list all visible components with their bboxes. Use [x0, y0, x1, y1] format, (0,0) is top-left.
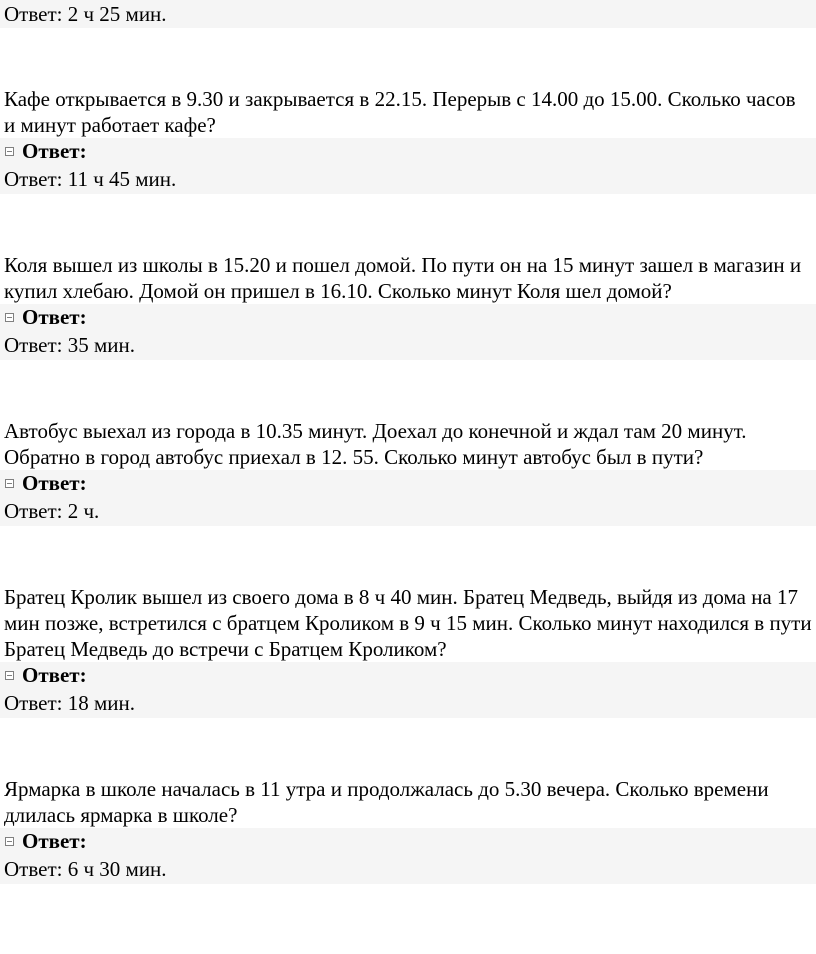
collapse-icon[interactable]	[5, 671, 14, 680]
problem-2-answer-toggle[interactable]	[0, 304, 816, 330]
problem-5-answer: Ответ: 6 ч 30 мин.	[0, 854, 816, 884]
collapse-icon[interactable]	[5, 147, 14, 156]
spacer	[0, 28, 816, 86]
problem-1-answer-toggle[interactable]	[0, 138, 816, 164]
problem-5-question: Ярмарка в школе началась в 11 утра и продолжалась до 5.30 вечера. Сколько времени длилась ярмарка в школе?	[4, 777, 769, 827]
previous-answer: Ответ: 2 ч 25 мин.	[0, 0, 816, 28]
spacer	[0, 194, 816, 252]
collapse-icon[interactable]	[5, 837, 14, 846]
answer-toggle-label: Ответ:	[22, 471, 87, 495]
answer-toggle-label: Ответ:	[22, 829, 87, 853]
problem-4-answer: Ответ: 18 мин.	[0, 688, 816, 718]
answer-toggle-label: Ответ:	[22, 139, 87, 163]
collapse-icon[interactable]	[5, 313, 14, 322]
problem-1-question: Кафе открывается в 9.30 и закрывается в 22.15. Перерыв с 14.00 до 15.00. Сколько часов и минут работает кафе?	[4, 87, 796, 137]
problem-2-question: Коля вышел из школы в 15.20 и пошел домой. По пути он на 15 минут зашел в магазин и купил хлебаю. Домой он пришел в 16.10. Сколько минут Коля шел домой?	[4, 253, 802, 303]
problem-3-answer-toggle[interactable]	[0, 470, 816, 496]
problem-2-answer: Ответ: 35 мин.	[0, 330, 816, 360]
problem-4-answer-toggle[interactable]	[0, 662, 816, 688]
answer-toggle-label: Ответ:	[22, 663, 87, 687]
spacer	[0, 360, 816, 418]
problem-3-question: Автобус выехал из города в 10.35 минут. Доехал до конечной и ждал там 20 минут. Обратно в город автобус приехал в 12. 55. Сколько минут автобус был в пути?	[4, 419, 747, 469]
problem-5-answer-toggle[interactable]	[0, 828, 816, 854]
answer-toggle-label: Ответ:	[22, 305, 87, 329]
spacer	[0, 526, 816, 584]
spacer	[0, 718, 816, 776]
problem-1-answer: Ответ: 11 ч 45 мин.	[0, 164, 816, 194]
problem-3-answer: Ответ: 2 ч.	[0, 496, 816, 526]
problem-4-question: Братец Кролик вышел из своего дома в 8 ч 40 мин. Братец Медведь, выйдя из дома на 17 мин позже, встретился с братцем Кроликом в 9 ч 15 мин. Сколько минут находился в пути Братец Медведь до встречи с Братцем Кроликом?	[4, 585, 812, 661]
collapse-icon[interactable]	[5, 479, 14, 488]
